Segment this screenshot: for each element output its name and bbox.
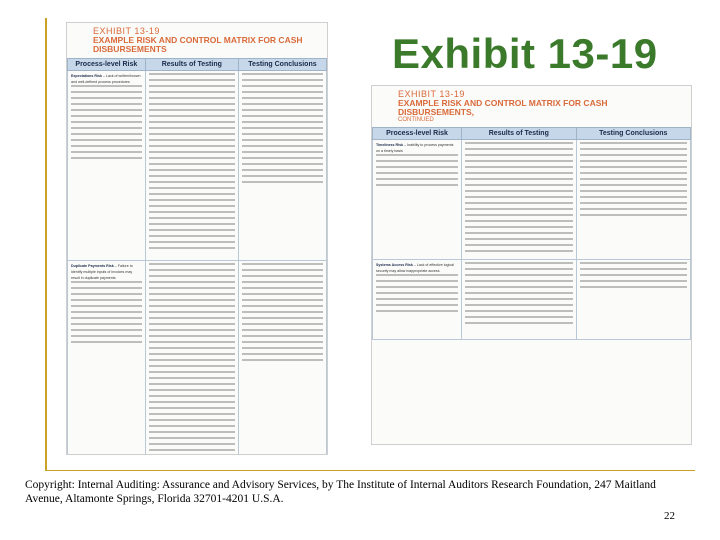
results-cell — [462, 260, 576, 340]
exhibit-continued: CONTINUED — [398, 117, 434, 123]
risk-text: – Inability to process payments on a timely basis — [376, 143, 454, 153]
exhibit-number: EXHIBIT 13-19 — [398, 89, 465, 99]
table-row — [373, 140, 691, 260]
risk-text: – Lack of effective logical security may allow inappropriate access — [376, 263, 454, 273]
risk-cell — [373, 260, 462, 340]
text-lines — [242, 263, 323, 361]
exhibit-header — [372, 86, 691, 127]
column-header: Testing Conclusions — [238, 59, 326, 71]
exhibit-page-left — [66, 22, 328, 455]
exhibit-number: EXHIBIT 13-19 — [93, 26, 160, 36]
table-row — [68, 71, 327, 261]
accent-rule-horizontal — [45, 470, 695, 471]
column-header: Results of Testing — [145, 59, 238, 71]
risk-control-matrix — [67, 58, 327, 455]
conclusions-cell — [238, 261, 326, 456]
text-lines — [242, 73, 323, 183]
risk-label: Expectations Risk — [71, 74, 102, 78]
risk-text: – Lack of written/known and well-defined process procedures — [71, 74, 141, 84]
text-lines — [149, 73, 235, 249]
risk-label: Duplicate Payments Risk — [71, 264, 114, 268]
results-cell — [145, 71, 238, 261]
text-lines — [71, 85, 142, 159]
text-lines — [580, 142, 688, 216]
risk-cell — [373, 140, 462, 260]
exhibit-title: EXAMPLE RISK AND CONTROL MATRIX FOR CASH DISBURSEMENTS — [93, 35, 303, 54]
risk-cell — [68, 71, 146, 261]
risk-label: Systems Access Risk — [376, 263, 413, 267]
text-lines — [376, 274, 458, 312]
matrix-header-row — [373, 128, 691, 140]
risk-control-matrix — [372, 127, 691, 340]
risk-label: Timeliness Risk — [376, 143, 404, 147]
text-lines — [149, 263, 235, 451]
column-header: Results of Testing — [462, 128, 576, 140]
column-header: Process-level Risk — [373, 128, 462, 140]
text-lines — [376, 154, 458, 186]
exhibit-header — [67, 23, 327, 58]
text-lines — [465, 142, 572, 252]
text-lines — [71, 281, 142, 343]
results-cell — [145, 261, 238, 456]
column-header: Process-level Risk — [68, 59, 146, 71]
accent-rule-vertical — [45, 18, 47, 470]
exhibit-title: EXAMPLE RISK AND CONTROL MATRIX FOR CASH DISBURSEMENTS, — [398, 98, 608, 117]
risk-cell — [68, 261, 146, 456]
results-cell — [462, 140, 576, 260]
table-row — [68, 261, 327, 456]
copyright-notice: Copyright: Internal Auditing: Assurance and Advisory Services, by The Institute of Internal Auditors Research Foundation, 247 Maitland Avenue, Altamonte Springs, Florida 32701-4201 U.S.A. — [25, 479, 656, 505]
risk-text: – Failure to identify multiple inputs of invoices may result in duplicate payments — [71, 264, 133, 280]
conclusions-cell — [238, 71, 326, 261]
page-number: 22 — [664, 510, 675, 522]
table-row — [373, 260, 691, 340]
conclusions-cell — [576, 260, 691, 340]
conclusions-cell — [576, 140, 691, 260]
slide-title: Exhibit 13-19 — [392, 30, 658, 77]
text-lines — [580, 262, 688, 288]
exhibit-page-right — [371, 85, 692, 445]
column-header: Testing Conclusions — [576, 128, 691, 140]
matrix-header-row — [68, 59, 327, 71]
text-lines — [465, 262, 572, 324]
